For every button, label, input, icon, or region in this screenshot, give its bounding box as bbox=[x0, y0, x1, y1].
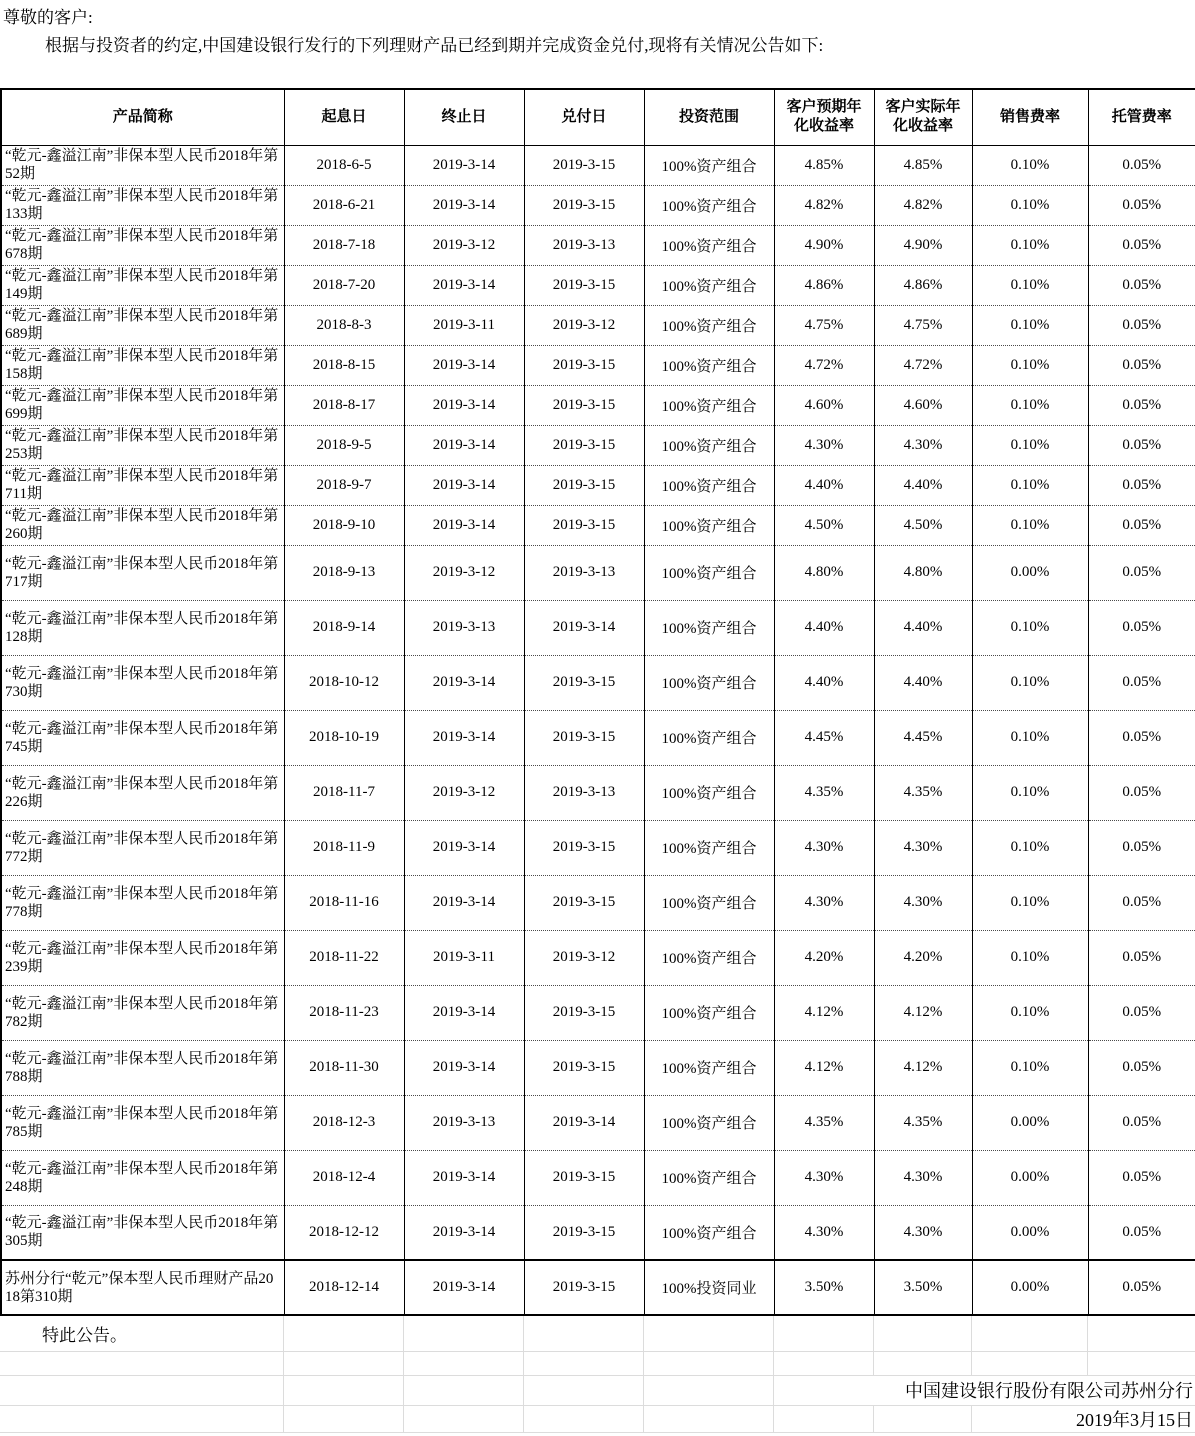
header-investment-scope: 投资范围 bbox=[644, 89, 774, 145]
grid-cell bbox=[873, 1351, 971, 1375]
cell-sales-fee: 0.10% bbox=[972, 145, 1088, 185]
cell-payment-date: 2019-3-15 bbox=[524, 185, 644, 225]
cell-value-date: 2018-12-4 bbox=[284, 1150, 404, 1205]
closing-row bbox=[0, 1316, 1195, 1351]
cell-payment-date: 2019-3-15 bbox=[524, 265, 644, 305]
cell-end-date: 2019-3-14 bbox=[404, 345, 524, 385]
cell-custody-fee: 0.05% bbox=[1088, 1260, 1195, 1315]
cell-expected-yield: 4.45% bbox=[774, 710, 874, 765]
cell-payment-date: 2019-3-15 bbox=[524, 985, 644, 1040]
cell-end-date: 2019-3-14 bbox=[404, 1205, 524, 1260]
cell-value-date: 2018-10-12 bbox=[284, 655, 404, 710]
header-custody-fee-rate: 托管费率 bbox=[1088, 89, 1195, 145]
cell-actual-yield: 4.30% bbox=[874, 875, 972, 930]
cell-investment-scope: 100%资产组合 bbox=[644, 545, 774, 600]
cell-sales-fee: 0.10% bbox=[972, 930, 1088, 985]
cell-value-date: 2018-8-15 bbox=[284, 345, 404, 385]
grid-cell bbox=[773, 1316, 873, 1351]
cell-value-date: 2018-10-19 bbox=[284, 710, 404, 765]
cell-expected-yield: 4.35% bbox=[774, 765, 874, 820]
cell-product-name: “乾元-鑫溢江南”非保本型人民币2018年第772期 bbox=[1, 820, 284, 875]
signature-row bbox=[0, 1375, 1195, 1405]
grid-cell bbox=[0, 1351, 283, 1375]
table-row bbox=[1, 545, 1195, 600]
grid-cell bbox=[283, 1351, 403, 1375]
cell-expected-yield: 4.12% bbox=[774, 1040, 874, 1095]
cell-sales-fee: 0.10% bbox=[972, 305, 1088, 345]
cell-product-name: 苏州分行“乾元”保本型人民币理财产品2018第310期 bbox=[1, 1260, 284, 1315]
cell-investment-scope: 100%资产组合 bbox=[644, 425, 774, 465]
cell-payment-date: 2019-3-12 bbox=[524, 930, 644, 985]
cell-value-date: 2018-11-9 bbox=[284, 820, 404, 875]
cell-investment-scope: 100%资产组合 bbox=[644, 600, 774, 655]
grid-cell bbox=[403, 1316, 523, 1351]
cell-expected-yield: 4.40% bbox=[774, 600, 874, 655]
table-row bbox=[1, 185, 1195, 225]
greeting: 尊敬的客户: bbox=[3, 8, 93, 27]
cell-investment-scope: 100%资产组合 bbox=[644, 465, 774, 505]
cell-expected-yield: 4.82% bbox=[774, 185, 874, 225]
cell-sales-fee: 0.10% bbox=[972, 505, 1088, 545]
cell-end-date: 2019-3-14 bbox=[404, 1040, 524, 1095]
cell-value-date: 2018-6-5 bbox=[284, 145, 404, 185]
products-tbody bbox=[1, 145, 1195, 1315]
cell-custody-fee: 0.05% bbox=[1088, 1150, 1195, 1205]
cell-product-name: “乾元-鑫溢江南”非保本型人民币2018年第678期 bbox=[1, 225, 284, 265]
cell-expected-yield: 4.40% bbox=[774, 655, 874, 710]
cell-sales-fee: 0.10% bbox=[972, 225, 1088, 265]
cell-payment-date: 2019-3-15 bbox=[524, 1040, 644, 1095]
cell-end-date: 2019-3-14 bbox=[404, 875, 524, 930]
cell-sales-fee: 0.10% bbox=[972, 875, 1088, 930]
cell-product-name: “乾元-鑫溢江南”非保本型人民币2018年第785期 bbox=[1, 1095, 284, 1150]
cell-payment-date: 2019-3-14 bbox=[524, 600, 644, 655]
cell-investment-scope: 100%资产组合 bbox=[644, 345, 774, 385]
cell-product-name: “乾元-鑫溢江南”非保本型人民币2018年第730期 bbox=[1, 655, 284, 710]
cell-sales-fee: 0.00% bbox=[972, 1150, 1088, 1205]
cell-payment-date: 2019-3-13 bbox=[524, 765, 644, 820]
cell-actual-yield: 4.45% bbox=[874, 710, 972, 765]
cell-sales-fee: 0.00% bbox=[972, 1205, 1088, 1260]
cell-value-date: 2018-7-18 bbox=[284, 225, 404, 265]
table-row bbox=[1, 505, 1195, 545]
cell-actual-yield: 4.20% bbox=[874, 930, 972, 985]
cell-expected-yield: 4.86% bbox=[774, 265, 874, 305]
table-header-row bbox=[1, 89, 1195, 145]
cell-end-date: 2019-3-14 bbox=[404, 385, 524, 425]
cell-product-name: “乾元-鑫溢江南”非保本型人民币2018年第158期 bbox=[1, 345, 284, 385]
cell-custody-fee: 0.05% bbox=[1088, 465, 1195, 505]
cell-sales-fee: 0.10% bbox=[972, 985, 1088, 1040]
cell-actual-yield: 4.30% bbox=[874, 1205, 972, 1260]
cell-product-name: “乾元-鑫溢江南”非保本型人民币2018年第248期 bbox=[1, 1150, 284, 1205]
cell-custody-fee: 0.05% bbox=[1088, 425, 1195, 465]
grid-cell bbox=[773, 1351, 873, 1375]
cell-actual-yield: 4.75% bbox=[874, 305, 972, 345]
cell-custody-fee: 0.05% bbox=[1088, 930, 1195, 985]
cell-actual-yield: 4.40% bbox=[874, 600, 972, 655]
header-sales-fee-rate: 销售费率 bbox=[972, 89, 1088, 145]
cell-actual-yield: 4.40% bbox=[874, 465, 972, 505]
cell-actual-yield: 3.50% bbox=[874, 1260, 972, 1315]
table-row bbox=[1, 820, 1195, 875]
cell-actual-yield: 4.40% bbox=[874, 655, 972, 710]
cell-expected-yield: 4.30% bbox=[774, 1150, 874, 1205]
table-row bbox=[1, 875, 1195, 930]
cell-custody-fee: 0.05% bbox=[1088, 265, 1195, 305]
cell-product-name: “乾元-鑫溢江南”非保本型人民币2018年第778期 bbox=[1, 875, 284, 930]
grid-cell bbox=[643, 1405, 773, 1432]
cell-custody-fee: 0.05% bbox=[1088, 545, 1195, 600]
cell-expected-yield: 4.30% bbox=[774, 425, 874, 465]
cell-custody-fee: 0.05% bbox=[1088, 305, 1195, 345]
cell-end-date: 2019-3-14 bbox=[404, 985, 524, 1040]
cell-end-date: 2019-3-14 bbox=[404, 655, 524, 710]
cell-end-date: 2019-3-14 bbox=[404, 710, 524, 765]
cell-end-date: 2019-3-13 bbox=[404, 600, 524, 655]
cell-expected-yield: 3.50% bbox=[774, 1260, 874, 1315]
cell-custody-fee: 0.05% bbox=[1088, 710, 1195, 765]
grid-cell bbox=[403, 1405, 523, 1432]
cell-custody-fee: 0.05% bbox=[1088, 820, 1195, 875]
grid-cell bbox=[971, 1351, 1087, 1375]
cell-actual-yield: 4.30% bbox=[874, 820, 972, 875]
cell-custody-fee: 0.05% bbox=[1088, 655, 1195, 710]
cell-actual-yield: 4.86% bbox=[874, 265, 972, 305]
cell-actual-yield: 4.30% bbox=[874, 1150, 972, 1205]
header-payment-date: 兑付日 bbox=[524, 89, 644, 145]
cell-end-date: 2019-3-14 bbox=[404, 465, 524, 505]
cell-investment-scope: 100%资产组合 bbox=[644, 1150, 774, 1205]
table-row bbox=[1, 1095, 1195, 1150]
table-row bbox=[1, 1205, 1195, 1260]
closing-note: 特此公告。 bbox=[0, 1316, 283, 1351]
cell-payment-date: 2019-3-15 bbox=[524, 145, 644, 185]
cell-payment-date: 2019-3-15 bbox=[524, 1150, 644, 1205]
table-row bbox=[1, 765, 1195, 820]
grid-cell bbox=[1087, 1351, 1195, 1375]
cell-value-date: 2018-12-14 bbox=[284, 1260, 404, 1315]
cell-expected-yield: 4.90% bbox=[774, 225, 874, 265]
cell-sales-fee: 0.10% bbox=[972, 600, 1088, 655]
cell-payment-date: 2019-3-15 bbox=[524, 425, 644, 465]
cell-actual-yield: 4.35% bbox=[874, 1095, 972, 1150]
grid-cell bbox=[523, 1405, 643, 1432]
grid-cell bbox=[523, 1351, 643, 1375]
grid-cell bbox=[523, 1316, 643, 1351]
signature-date: 2019年3月15日 bbox=[971, 1405, 1195, 1432]
cell-value-date: 2018-9-7 bbox=[284, 465, 404, 505]
cell-investment-scope: 100%投资同业 bbox=[644, 1260, 774, 1315]
cell-payment-date: 2019-3-15 bbox=[524, 1205, 644, 1260]
cell-end-date: 2019-3-14 bbox=[404, 1260, 524, 1315]
cell-expected-yield: 4.50% bbox=[774, 505, 874, 545]
cell-sales-fee: 0.10% bbox=[972, 710, 1088, 765]
header-actual-annualized-yield: 客户实际年化收益率 bbox=[874, 89, 972, 145]
cell-actual-yield: 4.72% bbox=[874, 345, 972, 385]
cell-investment-scope: 100%资产组合 bbox=[644, 820, 774, 875]
cell-product-name: “乾元-鑫溢江南”非保本型人民币2018年第788期 bbox=[1, 1040, 284, 1095]
grid-cell bbox=[643, 1316, 773, 1351]
cell-value-date: 2018-9-13 bbox=[284, 545, 404, 600]
cell-value-date: 2018-9-5 bbox=[284, 425, 404, 465]
table-row bbox=[1, 1040, 1195, 1095]
cell-product-name: “乾元-鑫溢江南”非保本型人民币2018年第128期 bbox=[1, 600, 284, 655]
cell-product-name: “乾元-鑫溢江南”非保本型人民币2018年第239期 bbox=[1, 930, 284, 985]
cell-actual-yield: 4.12% bbox=[874, 1040, 972, 1095]
table-row bbox=[1, 710, 1195, 765]
cell-investment-scope: 100%资产组合 bbox=[644, 505, 774, 545]
intro-text: 根据与投资者的约定,中国建设银行发行的下列理财产品已经到期并完成资金兑付,现将有关情况公告如下: bbox=[45, 36, 824, 55]
cell-end-date: 2019-3-12 bbox=[404, 225, 524, 265]
cell-payment-date: 2019-3-13 bbox=[524, 225, 644, 265]
cell-actual-yield: 4.82% bbox=[874, 185, 972, 225]
cell-value-date: 2018-7-20 bbox=[284, 265, 404, 305]
grid-cell bbox=[283, 1316, 403, 1351]
table-row bbox=[1, 305, 1195, 345]
table-row bbox=[1, 600, 1195, 655]
cell-expected-yield: 4.20% bbox=[774, 930, 874, 985]
cell-expected-yield: 4.30% bbox=[774, 1205, 874, 1260]
cell-value-date: 2018-8-17 bbox=[284, 385, 404, 425]
cell-expected-yield: 4.60% bbox=[774, 385, 874, 425]
cell-sales-fee: 0.10% bbox=[972, 265, 1088, 305]
cell-product-name: “乾元-鑫溢江南”非保本型人民币2018年第717期 bbox=[1, 545, 284, 600]
cell-custody-fee: 0.05% bbox=[1088, 1040, 1195, 1095]
cell-payment-date: 2019-3-15 bbox=[524, 345, 644, 385]
grid-cell bbox=[1087, 1316, 1195, 1351]
cell-investment-scope: 100%资产组合 bbox=[644, 305, 774, 345]
cell-investment-scope: 100%资产组合 bbox=[644, 265, 774, 305]
cell-custody-fee: 0.05% bbox=[1088, 185, 1195, 225]
cell-custody-fee: 0.05% bbox=[1088, 385, 1195, 425]
table-row bbox=[1, 1150, 1195, 1205]
table-row bbox=[1, 145, 1195, 185]
table-row bbox=[1, 385, 1195, 425]
cell-product-name: “乾元-鑫溢江南”非保本型人民币2018年第52期 bbox=[1, 145, 284, 185]
grid-cell bbox=[0, 1375, 283, 1405]
grid-cell bbox=[643, 1351, 773, 1375]
cell-actual-yield: 4.30% bbox=[874, 425, 972, 465]
cell-value-date: 2018-9-10 bbox=[284, 505, 404, 545]
cell-custody-fee: 0.05% bbox=[1088, 225, 1195, 265]
cell-end-date: 2019-3-14 bbox=[404, 1150, 524, 1205]
grid-cell bbox=[403, 1375, 523, 1405]
cell-end-date: 2019-3-13 bbox=[404, 1095, 524, 1150]
cell-end-date: 2019-3-14 bbox=[404, 145, 524, 185]
cell-payment-date: 2019-3-15 bbox=[524, 655, 644, 710]
cell-product-name: “乾元-鑫溢江南”非保本型人民币2018年第253期 bbox=[1, 425, 284, 465]
cell-value-date: 2018-8-3 bbox=[284, 305, 404, 345]
cell-sales-fee: 0.10% bbox=[972, 820, 1088, 875]
cell-value-date: 2018-11-22 bbox=[284, 930, 404, 985]
grid-cell bbox=[283, 1375, 403, 1405]
cell-sales-fee: 0.10% bbox=[972, 465, 1088, 505]
cell-end-date: 2019-3-11 bbox=[404, 305, 524, 345]
cell-payment-date: 2019-3-15 bbox=[524, 875, 644, 930]
cell-sales-fee: 0.10% bbox=[972, 655, 1088, 710]
table-row bbox=[1, 930, 1195, 985]
cell-sales-fee: 0.10% bbox=[972, 385, 1088, 425]
cell-investment-scope: 100%资产组合 bbox=[644, 225, 774, 265]
cell-sales-fee: 0.00% bbox=[972, 1260, 1088, 1315]
cell-product-name: “乾元-鑫溢江南”非保本型人民币2018年第226期 bbox=[1, 765, 284, 820]
cell-end-date: 2019-3-14 bbox=[404, 185, 524, 225]
signature: 中国建设银行股份有限公司苏州分行 bbox=[773, 1375, 1195, 1405]
cell-expected-yield: 4.40% bbox=[774, 465, 874, 505]
cell-sales-fee: 0.00% bbox=[972, 545, 1088, 600]
cell-product-name: “乾元-鑫溢江南”非保本型人民币2018年第782期 bbox=[1, 985, 284, 1040]
cell-product-name: “乾元-鑫溢江南”非保本型人民币2018年第745期 bbox=[1, 710, 284, 765]
cell-expected-yield: 4.85% bbox=[774, 145, 874, 185]
signature-date-row bbox=[0, 1405, 1195, 1432]
cell-payment-date: 2019-3-13 bbox=[524, 545, 644, 600]
cell-investment-scope: 100%资产组合 bbox=[644, 145, 774, 185]
spreadsheet-footer-grid bbox=[0, 1316, 1195, 1433]
cell-value-date: 2018-11-7 bbox=[284, 765, 404, 820]
grid-cell bbox=[873, 1316, 971, 1351]
cell-end-date: 2019-3-14 bbox=[404, 265, 524, 305]
cell-end-date: 2019-3-14 bbox=[404, 425, 524, 465]
cell-investment-scope: 100%资产组合 bbox=[644, 1095, 774, 1150]
cell-investment-scope: 100%资产组合 bbox=[644, 710, 774, 765]
cell-end-date: 2019-3-14 bbox=[404, 820, 524, 875]
cell-expected-yield: 4.12% bbox=[774, 985, 874, 1040]
cell-expected-yield: 4.80% bbox=[774, 545, 874, 600]
grid-cell bbox=[643, 1375, 773, 1405]
cell-custody-fee: 0.05% bbox=[1088, 875, 1195, 930]
products-table bbox=[0, 88, 1195, 1316]
grid-cell bbox=[0, 1405, 283, 1432]
table-row bbox=[1, 345, 1195, 385]
cell-actual-yield: 4.12% bbox=[874, 985, 972, 1040]
table-row bbox=[1, 985, 1195, 1040]
cell-payment-date: 2019-3-15 bbox=[524, 385, 644, 425]
cell-product-name: “乾元-鑫溢江南”非保本型人民币2018年第699期 bbox=[1, 385, 284, 425]
cell-value-date: 2018-11-23 bbox=[284, 985, 404, 1040]
cell-investment-scope: 100%资产组合 bbox=[644, 185, 774, 225]
cell-custody-fee: 0.05% bbox=[1088, 765, 1195, 820]
cell-end-date: 2019-3-12 bbox=[404, 765, 524, 820]
cell-custody-fee: 0.05% bbox=[1088, 600, 1195, 655]
cell-end-date: 2019-3-12 bbox=[404, 545, 524, 600]
cell-sales-fee: 0.00% bbox=[972, 1095, 1088, 1150]
cell-investment-scope: 100%资产组合 bbox=[644, 1040, 774, 1095]
empty-grid-row bbox=[0, 1351, 1195, 1375]
grid-cell bbox=[523, 1375, 643, 1405]
cell-value-date: 2018-11-30 bbox=[284, 1040, 404, 1095]
cell-product-name: “乾元-鑫溢江南”非保本型人民币2018年第305期 bbox=[1, 1205, 284, 1260]
cell-actual-yield: 4.35% bbox=[874, 765, 972, 820]
cell-product-name: “乾元-鑫溢江南”非保本型人民币2018年第689期 bbox=[1, 305, 284, 345]
header-value-date: 起息日 bbox=[284, 89, 404, 145]
cell-expected-yield: 4.72% bbox=[774, 345, 874, 385]
cell-expected-yield: 4.35% bbox=[774, 1095, 874, 1150]
cell-expected-yield: 4.30% bbox=[774, 820, 874, 875]
cell-actual-yield: 4.80% bbox=[874, 545, 972, 600]
cell-payment-date: 2019-3-15 bbox=[524, 505, 644, 545]
cell-end-date: 2019-3-14 bbox=[404, 505, 524, 545]
grid-cell bbox=[873, 1405, 971, 1432]
cell-product-name: “乾元-鑫溢江南”非保本型人民币2018年第133期 bbox=[1, 185, 284, 225]
cell-end-date: 2019-3-11 bbox=[404, 930, 524, 985]
cell-sales-fee: 0.10% bbox=[972, 185, 1088, 225]
table-row bbox=[1, 465, 1195, 505]
cell-value-date: 2018-12-3 bbox=[284, 1095, 404, 1150]
cell-investment-scope: 100%资产组合 bbox=[644, 985, 774, 1040]
cell-custody-fee: 0.05% bbox=[1088, 985, 1195, 1040]
cell-actual-yield: 4.50% bbox=[874, 505, 972, 545]
cell-payment-date: 2019-3-15 bbox=[524, 820, 644, 875]
cell-product-name: “乾元-鑫溢江南”非保本型人民币2018年第711期 bbox=[1, 465, 284, 505]
table-row bbox=[1, 1260, 1195, 1315]
cell-investment-scope: 100%资产组合 bbox=[644, 930, 774, 985]
cell-investment-scope: 100%资产组合 bbox=[644, 385, 774, 425]
cell-custody-fee: 0.05% bbox=[1088, 1205, 1195, 1260]
header-expected-annualized-yield: 客户预期年化收益率 bbox=[774, 89, 874, 145]
table-row bbox=[1, 265, 1195, 305]
cell-custody-fee: 0.05% bbox=[1088, 1095, 1195, 1150]
table-row bbox=[1, 655, 1195, 710]
cell-payment-date: 2019-3-15 bbox=[524, 710, 644, 765]
cell-product-name: “乾元-鑫溢江南”非保本型人民币2018年第149期 bbox=[1, 265, 284, 305]
cell-custody-fee: 0.05% bbox=[1088, 345, 1195, 385]
cell-product-name: “乾元-鑫溢江南”非保本型人民币2018年第260期 bbox=[1, 505, 284, 545]
cell-payment-date: 2019-3-12 bbox=[524, 305, 644, 345]
cell-sales-fee: 0.10% bbox=[972, 345, 1088, 385]
cell-investment-scope: 100%资产组合 bbox=[644, 1205, 774, 1260]
cell-expected-yield: 4.30% bbox=[774, 875, 874, 930]
cell-actual-yield: 4.85% bbox=[874, 145, 972, 185]
header-product-name: 产品简称 bbox=[1, 89, 284, 145]
cell-actual-yield: 4.60% bbox=[874, 385, 972, 425]
table-row bbox=[1, 225, 1195, 265]
grid-cell bbox=[773, 1405, 873, 1432]
grid-cell bbox=[283, 1405, 403, 1432]
cell-sales-fee: 0.10% bbox=[972, 1040, 1088, 1095]
cell-payment-date: 2019-3-15 bbox=[524, 465, 644, 505]
table-row bbox=[1, 425, 1195, 465]
cell-payment-date: 2019-3-14 bbox=[524, 1095, 644, 1150]
cell-value-date: 2018-6-21 bbox=[284, 185, 404, 225]
grid-cell bbox=[971, 1316, 1087, 1351]
cell-custody-fee: 0.05% bbox=[1088, 505, 1195, 545]
cell-sales-fee: 0.10% bbox=[972, 765, 1088, 820]
cell-value-date: 2018-11-16 bbox=[284, 875, 404, 930]
cell-custody-fee: 0.05% bbox=[1088, 145, 1195, 185]
cell-value-date: 2018-9-14 bbox=[284, 600, 404, 655]
cell-sales-fee: 0.10% bbox=[972, 425, 1088, 465]
cell-investment-scope: 100%资产组合 bbox=[644, 655, 774, 710]
grid-cell bbox=[403, 1351, 523, 1375]
header-end-date: 终止日 bbox=[404, 89, 524, 145]
cell-investment-scope: 100%资产组合 bbox=[644, 875, 774, 930]
cell-value-date: 2018-12-12 bbox=[284, 1205, 404, 1260]
cell-actual-yield: 4.90% bbox=[874, 225, 972, 265]
cell-expected-yield: 4.75% bbox=[774, 305, 874, 345]
cell-payment-date: 2019-3-15 bbox=[524, 1260, 644, 1315]
cell-investment-scope: 100%资产组合 bbox=[644, 765, 774, 820]
